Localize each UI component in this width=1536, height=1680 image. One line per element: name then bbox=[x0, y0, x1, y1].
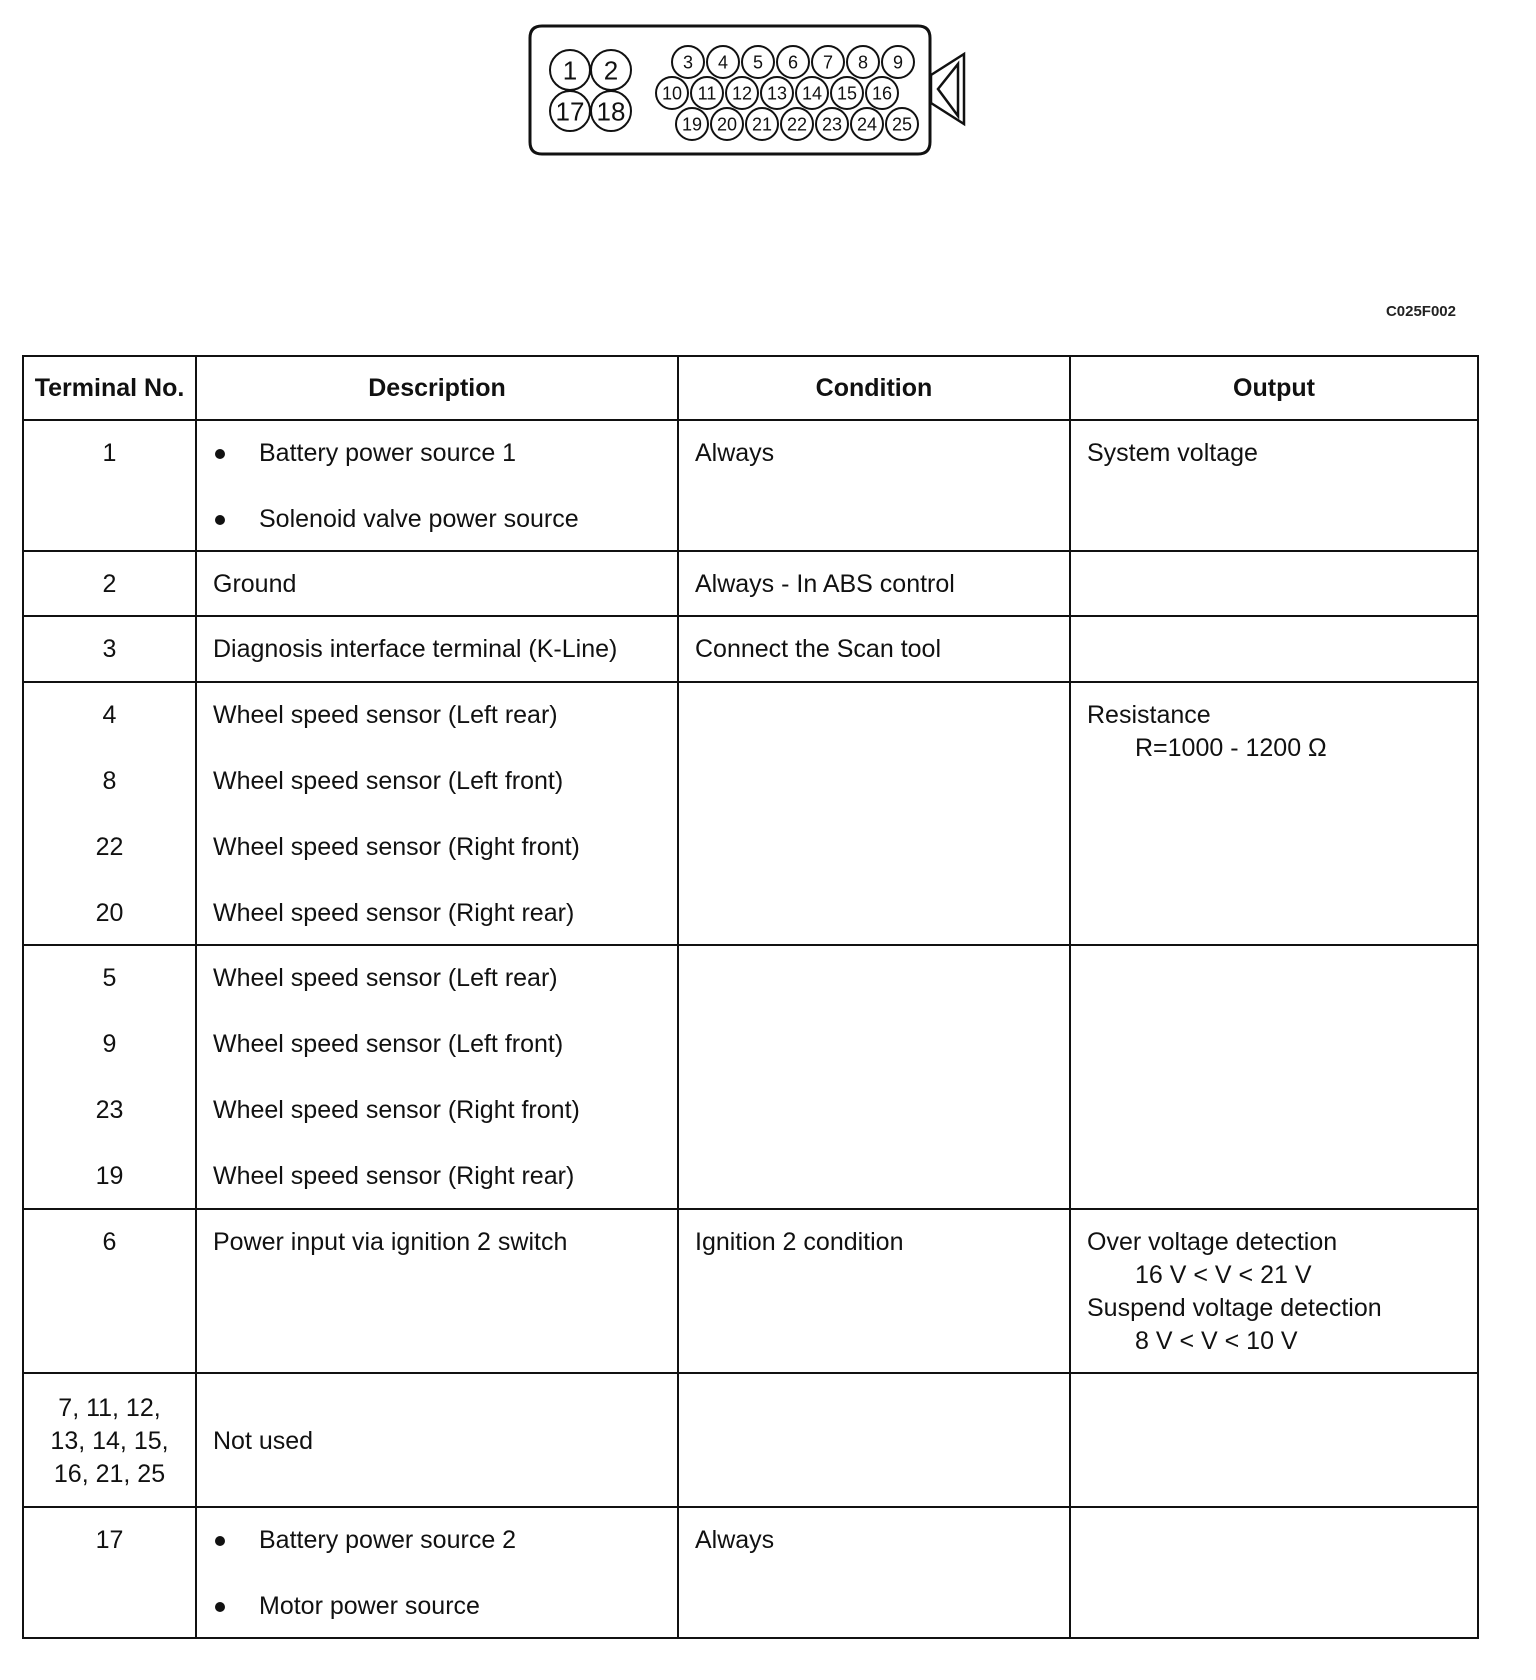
pin-label-18: 18 bbox=[596, 96, 626, 127]
terminal-cell bbox=[23, 420, 196, 551]
pin-label-2: 2 bbox=[603, 55, 619, 86]
pin-label-3: 3 bbox=[682, 52, 694, 73]
pin-label-17: 17 bbox=[555, 96, 585, 127]
pin-label-21: 21 bbox=[751, 114, 773, 135]
pin-label-4: 4 bbox=[717, 52, 729, 73]
condition-text: Always bbox=[695, 439, 775, 467]
terminal-number: 7, 11, 12, bbox=[58, 1393, 161, 1422]
pin-label-6: 6 bbox=[787, 52, 799, 73]
description-text: Wheel speed sensor (Right front) bbox=[213, 833, 580, 861]
output-text: 8 V < V < 10 V bbox=[1135, 1327, 1298, 1355]
terminal-number: 5 bbox=[102, 964, 117, 992]
pin-label-19: 19 bbox=[681, 114, 703, 135]
description-cell bbox=[196, 682, 678, 945]
pin-label-5: 5 bbox=[752, 52, 764, 73]
bullet-item bbox=[213, 1524, 663, 1557]
table-row bbox=[23, 1373, 1478, 1507]
description-cell bbox=[196, 1373, 678, 1507]
terminal-cell bbox=[23, 616, 196, 682]
terminal-number: 2 bbox=[102, 570, 117, 598]
description-cell bbox=[196, 551, 678, 616]
terminal-number: 16, 21, 25 bbox=[53, 1459, 166, 1488]
description-text: Not used bbox=[213, 1426, 314, 1455]
output-cell bbox=[1070, 1373, 1478, 1507]
description-text: Wheel speed sensor (Left front) bbox=[213, 767, 564, 795]
description-text: Battery power source 1 bbox=[259, 439, 517, 467]
table-row bbox=[23, 1209, 1478, 1373]
description-cell bbox=[196, 1507, 678, 1638]
condition-cell bbox=[678, 945, 1070, 1209]
pin-label-15: 15 bbox=[836, 83, 858, 104]
terminal-cell bbox=[23, 682, 196, 945]
pin-label-9: 9 bbox=[892, 52, 904, 73]
connector-latch bbox=[931, 54, 964, 124]
pin-label-23: 23 bbox=[821, 114, 843, 135]
description-text: Power input via ignition 2 switch bbox=[213, 1228, 568, 1256]
terminal-number: 6 bbox=[102, 1228, 117, 1256]
description-text: Solenoid valve power source bbox=[259, 505, 579, 533]
header-condition: Condition bbox=[678, 356, 1070, 420]
terminal-number: 20 bbox=[95, 899, 124, 927]
table-row bbox=[23, 682, 1478, 945]
table-row bbox=[23, 945, 1478, 1209]
pin-label-11: 11 bbox=[697, 83, 717, 104]
terminal-cell bbox=[23, 945, 196, 1209]
condition-text: Ignition 2 condition bbox=[695, 1228, 904, 1256]
output-text: R=1000 - 1200 Ω bbox=[1135, 734, 1327, 762]
pin-label-13: 13 bbox=[766, 83, 788, 104]
output-cell bbox=[1070, 945, 1478, 1209]
description-cell bbox=[196, 616, 678, 682]
condition-cell bbox=[678, 682, 1070, 945]
terminal-cell bbox=[23, 1507, 196, 1638]
table-row bbox=[23, 1507, 1478, 1638]
connector-diagram bbox=[520, 20, 1000, 170]
terminal-cell bbox=[23, 1373, 196, 1507]
terminal-number: 13, 14, 15, bbox=[50, 1426, 169, 1455]
bullet-icon bbox=[215, 449, 225, 459]
output-cell bbox=[1070, 551, 1478, 616]
description-text: Wheel speed sensor (Right front) bbox=[213, 1096, 580, 1124]
terminal-cell bbox=[23, 551, 196, 616]
condition-cell bbox=[678, 1507, 1070, 1638]
condition-cell bbox=[678, 1209, 1070, 1373]
description-text: Ground bbox=[213, 570, 297, 598]
figure-code: C025F002 bbox=[1385, 303, 1456, 320]
table-header-row bbox=[23, 356, 1478, 420]
description-text: Battery power source 2 bbox=[259, 1526, 517, 1554]
table-row bbox=[23, 616, 1478, 682]
output-text: Suspend voltage detection bbox=[1087, 1294, 1382, 1322]
pin-label-12: 12 bbox=[731, 83, 753, 104]
bullet-icon bbox=[215, 515, 225, 525]
bullet-icon bbox=[215, 1602, 225, 1612]
output-cell bbox=[1070, 420, 1478, 551]
header-description: Description bbox=[196, 356, 678, 420]
terminal-number: 23 bbox=[95, 1096, 124, 1124]
pin-label-7: 7 bbox=[822, 52, 834, 73]
description-text: Wheel speed sensor (Left rear) bbox=[213, 964, 558, 992]
pin-label-14: 14 bbox=[801, 83, 823, 104]
terminal-number: 4 bbox=[102, 701, 117, 729]
condition-text: Connect the Scan tool bbox=[695, 635, 941, 663]
description-text: Diagnosis interface terminal (K-Line) bbox=[213, 635, 618, 663]
header-terminal: Terminal No. bbox=[23, 356, 196, 420]
output-text: Over voltage detection bbox=[1087, 1228, 1338, 1256]
table-row bbox=[23, 420, 1478, 551]
output-cell bbox=[1070, 682, 1478, 945]
terminal-cell bbox=[23, 1209, 196, 1373]
description-text: Wheel speed sensor (Left rear) bbox=[213, 701, 558, 729]
terminal-number: 9 bbox=[102, 1030, 117, 1058]
output-text: System voltage bbox=[1087, 439, 1258, 467]
description-cell bbox=[196, 945, 678, 1209]
description-cell bbox=[196, 420, 678, 551]
terminal-table bbox=[22, 355, 1479, 1639]
output-text: Resistance bbox=[1087, 701, 1211, 729]
bullet-item bbox=[213, 437, 663, 470]
bullet-icon bbox=[215, 1536, 225, 1546]
output-cell bbox=[1070, 1507, 1478, 1638]
pin-label-25: 25 bbox=[891, 114, 913, 135]
pin-label-10: 10 bbox=[661, 83, 683, 104]
pin-label-16: 16 bbox=[871, 83, 893, 104]
output-text: 16 V < V < 21 V bbox=[1135, 1261, 1312, 1289]
terminal-number: 1 bbox=[102, 439, 117, 467]
terminal-number: 17 bbox=[95, 1526, 124, 1554]
description-cell bbox=[196, 1209, 678, 1373]
table-row bbox=[23, 551, 1478, 616]
condition-cell bbox=[678, 551, 1070, 616]
description-text: Wheel speed sensor (Right rear) bbox=[213, 1162, 575, 1190]
output-cell bbox=[1070, 616, 1478, 682]
terminal-number: 19 bbox=[95, 1162, 124, 1190]
condition-cell bbox=[678, 1373, 1070, 1507]
condition-cell bbox=[678, 420, 1070, 551]
pin-label-20: 20 bbox=[716, 114, 738, 135]
description-text: Wheel speed sensor (Right rear) bbox=[213, 899, 575, 927]
terminal-number: 22 bbox=[95, 833, 124, 861]
output-cell bbox=[1070, 1209, 1478, 1373]
description-text: Wheel speed sensor (Left front) bbox=[213, 1030, 564, 1058]
bullet-item bbox=[213, 1590, 663, 1623]
description-text: Motor power source bbox=[259, 1592, 480, 1620]
condition-cell bbox=[678, 616, 1070, 682]
condition-text: Always - In ABS control bbox=[695, 570, 955, 598]
header-output: Output bbox=[1070, 356, 1478, 420]
pin-label-22: 22 bbox=[786, 114, 808, 135]
terminal-number: 3 bbox=[102, 635, 117, 663]
bullet-item bbox=[213, 503, 663, 536]
pin-label-24: 24 bbox=[856, 114, 878, 135]
terminal-number: 8 bbox=[102, 767, 117, 795]
condition-text: Always bbox=[695, 1526, 775, 1554]
pin-label-8: 8 bbox=[857, 52, 869, 73]
pin-label-1: 1 bbox=[562, 55, 578, 86]
